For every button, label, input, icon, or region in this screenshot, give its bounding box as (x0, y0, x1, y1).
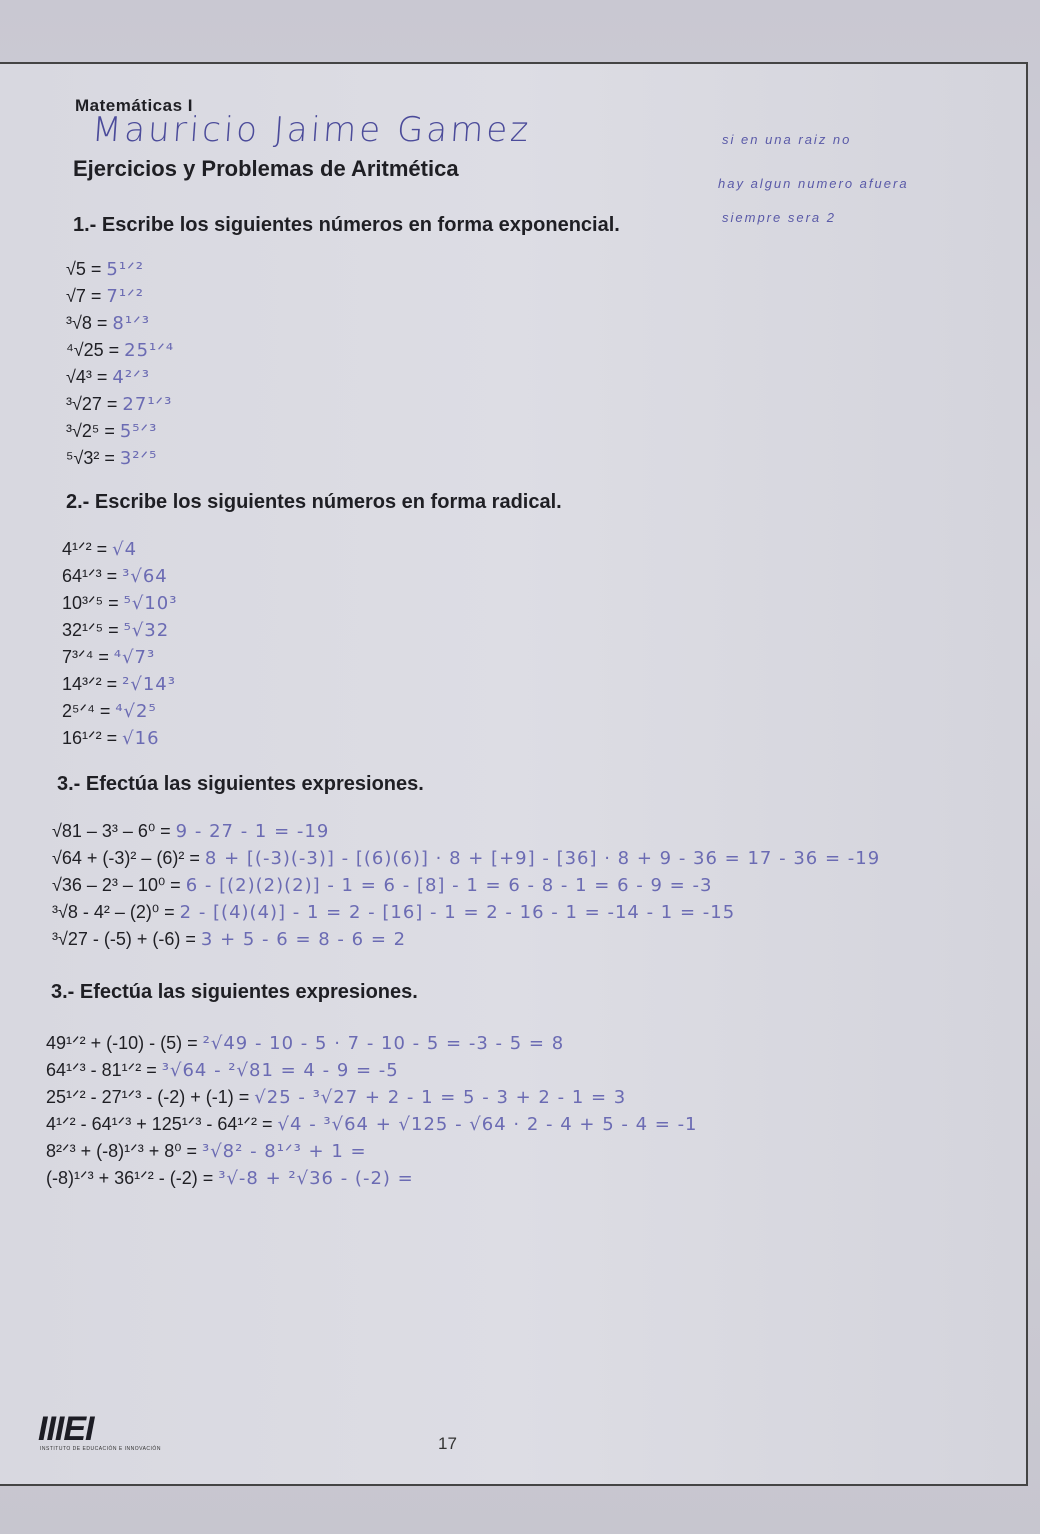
section-2-list (62, 536, 177, 752)
exercise-row (52, 872, 880, 899)
exercise-row (66, 310, 174, 337)
handwritten-answer: √25 - ³√27 + 2 - 1 = 5 - 3 + 2 - 1 = 3 (254, 1087, 627, 1108)
handwritten-answer: ³√-8 + ²√36 - (-2) = (218, 1168, 414, 1189)
exercise-row (62, 644, 177, 671)
handwritten-answer: 5⁵ᐟ³ (119, 421, 158, 442)
exercise-question: ³√27 = (66, 394, 123, 414)
side-note-line: hay algun numero afuera (718, 176, 909, 191)
exercise-row (66, 364, 174, 391)
handwritten-answer: ⁵√32 (123, 620, 170, 641)
page-number: 17 (438, 1434, 457, 1453)
exercise-question: 7³ᐟ⁴ = (62, 647, 114, 667)
handwritten-answer: 5¹ᐟ² (106, 259, 144, 280)
exercise-row (46, 1111, 698, 1138)
exercise-row (66, 256, 174, 283)
handwritten-answer: ³√64 - ²√81 = 4 - 9 = -5 (161, 1060, 399, 1081)
exercise-question: (-8)¹ᐟ³ + 36¹ᐟ² - (-2) = (46, 1168, 219, 1188)
exercise-row (66, 445, 174, 472)
exercise-question: 64¹ᐟ³ - 81¹ᐟ² = (46, 1060, 162, 1080)
exercise-row (62, 725, 177, 752)
exercise-row (46, 1057, 698, 1084)
exercise-question: 4¹ᐟ² - 64¹ᐟ³ + 125¹ᐟ³ - 64¹ᐟ² = (46, 1114, 278, 1134)
exercise-row (66, 337, 174, 364)
handwritten-answer: 4²ᐟ³ (112, 367, 150, 388)
subject-label: Matemáticas I (75, 96, 193, 115)
handwritten-answer: ⁴√2⁵ (115, 701, 157, 722)
handwritten-answer: √16 (122, 728, 160, 749)
handwritten-answer: ³√64 (122, 566, 168, 587)
handwritten-answer: √4 (112, 539, 138, 560)
exercise-question: 8²ᐟ³ + (-8)¹ᐟ³ + 8⁰ = (46, 1141, 202, 1161)
exercise-question: 14³ᐟ² = (62, 674, 123, 694)
exercise-row (62, 563, 177, 590)
exercise-row (52, 899, 880, 926)
handwritten-answer: 2 - [(4)(4)] - 1 = 2 - [16] - 1 = 2 - 16 - 1 = -14 - 1 = -15 (179, 902, 736, 923)
exercise-row (62, 698, 177, 725)
exercise-question: 32¹ᐟ⁵ = (62, 620, 124, 640)
exercise-question: √64 + (-3)² – (6)² = (52, 848, 205, 868)
exercise-question: 64¹ᐟ³ = (62, 566, 123, 586)
exercise-row (62, 536, 177, 563)
exercise-question: ³√27 - (-5) + (-6) = (52, 929, 201, 949)
exercise-question: ³√8 = (66, 313, 113, 333)
exercise-question: 4¹ᐟ² = (62, 539, 113, 559)
institution-tagline: INSTITUTO DE EDUCACIÓN E INNOVACIÓN (40, 1446, 161, 1452)
exercise-question: √5 = (66, 259, 107, 279)
exercise-question: 25¹ᐟ² - 27¹ᐟ³ - (-2) + (-1) = (46, 1087, 255, 1107)
exercise-row (52, 818, 880, 845)
exercise-question: ³√8 - 4² – (2)⁰ = (52, 902, 180, 922)
section-4-list (46, 1030, 698, 1192)
exercise-question: ⁴√25 = (66, 340, 125, 360)
handwritten-answer: ²√14³ (122, 674, 176, 695)
side-note-line: siempre sera 2 (722, 210, 836, 225)
section-3-list (52, 818, 880, 953)
exercise-row (52, 926, 880, 953)
handwritten-answer: 9 - 27 - 1 = -19 (175, 821, 330, 842)
exercise-row (66, 283, 174, 310)
exercise-row (46, 1030, 698, 1057)
handwritten-answer: 3 + 5 - 6 = 8 - 6 = 2 (200, 929, 407, 950)
handwritten-answer: 6 - [(2)(2)(2)] - 1 = 6 - [8] - 1 = 6 - 8 - 1 = 6 - 9 = -3 (185, 875, 713, 896)
page-title: Ejercicios y Problemas de Aritmética (73, 156, 459, 181)
exercise-row (62, 590, 177, 617)
handwritten-answer: ⁵√10³ (123, 593, 178, 614)
exercise-row (62, 671, 177, 698)
exercise-row (62, 617, 177, 644)
handwritten-answer: 7¹ᐟ² (106, 286, 144, 307)
handwritten-answer: 8 + [(-3)(-3)] - [(6)(6)] · 8 + [+9] - [36] · 8 + 9 - 36 = 17 - 36 = -19 (204, 848, 881, 869)
handwritten-answer: √4 - ³√64 + √125 - √64 · 2 - 4 + 5 - 4 = -1 (277, 1114, 698, 1135)
exercise-question: 2⁵ᐟ⁴ = (62, 701, 116, 721)
exercise-question: √81 – 3³ – 6⁰ = (52, 821, 176, 841)
exercise-row (66, 418, 174, 445)
handwritten-answer: 27¹ᐟ³ (122, 394, 173, 415)
exercise-row (46, 1165, 698, 1192)
exercise-question: ³√2⁵ = (66, 421, 120, 441)
section-4-heading: 3.- Efectúa las siguientes expresiones. (51, 981, 418, 1003)
institution-logo: IIIEI (38, 1410, 94, 1448)
exercise-question: 16¹ᐟ² = (62, 728, 123, 748)
exercise-question: 10³ᐟ⁵ = (62, 593, 124, 613)
student-name-handwritten: Mauricio Jaime Gamez (90, 110, 533, 150)
handwritten-answer: ⁴√7³ (113, 647, 156, 668)
exercise-question: √7 = (66, 286, 107, 306)
section-2-heading: 2.- Escribe los siguientes números en forma radical. (66, 491, 562, 513)
section-1-list (66, 256, 174, 472)
handwritten-answer: ³√8² - 8¹ᐟ³ + 1 = (202, 1141, 367, 1162)
exercise-row (52, 845, 880, 872)
exercise-question: √4³ = (66, 367, 113, 387)
side-note-line: si en una raiz no (722, 132, 852, 147)
handwritten-answer: ²√49 - 10 - 5 · 7 - 10 - 5 = -3 - 5 = 8 (202, 1033, 565, 1054)
handwritten-answer: 8¹ᐟ³ (112, 313, 150, 334)
exercise-row (46, 1138, 698, 1165)
handwritten-answer: 25¹ᐟ⁴ (124, 340, 175, 361)
section-3-heading: 3.- Efectúa las siguientes expresiones. (57, 773, 424, 795)
exercise-row (66, 391, 174, 418)
handwritten-answer: 3²ᐟ⁵ (119, 448, 158, 469)
exercise-question: √36 – 2³ – 10⁰ = (52, 875, 186, 895)
exercise-row (46, 1084, 698, 1111)
exercise-question: ⁵√3² = (66, 448, 120, 468)
exercise-question: 49¹ᐟ² + (-10) - (5) = (46, 1033, 203, 1053)
section-1-heading: 1.- Escribe los siguientes números en forma exponencial. (73, 214, 620, 236)
